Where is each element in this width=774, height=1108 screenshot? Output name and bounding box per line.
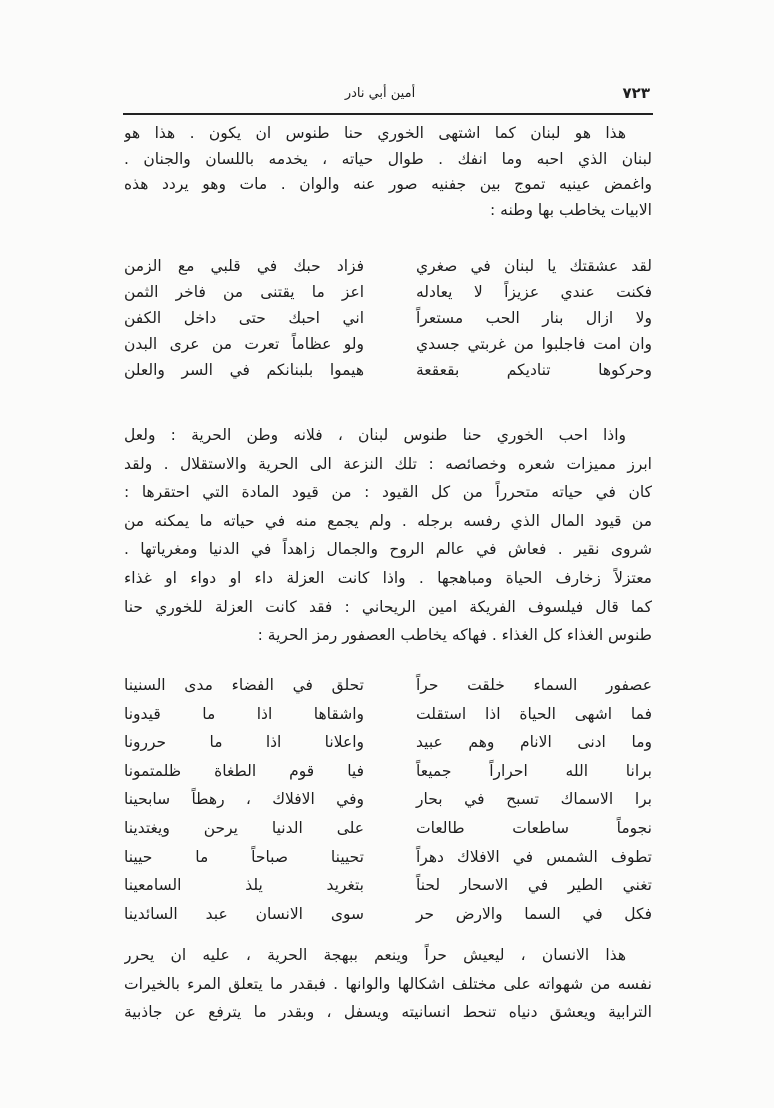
text-line: لبنان الذي احبه وما انفك . طوال حياته ، يخدمه باللسان والجنان .	[124, 149, 652, 168]
second-hemistich: اعز ما يقتنى من فاخر الثمن	[124, 283, 364, 301]
text-line: الترابية ويعشق دنياه تنحط انسانيته ويسفل ، وبقدر ما يترفع عن جاذبية	[124, 1003, 652, 1021]
second-hemistich: ولو عظاماً تعرت من عرى البدن	[124, 335, 364, 353]
poem-1	[124, 253, 652, 383]
second-hemistich: واعلانا اذا ما حررونا	[124, 733, 364, 752]
second-hemistich: فيا قوم الطغاة ظلمتمونا	[124, 761, 364, 780]
first-hemistich: فكنت عندي عزيزاً لا يعادله	[416, 283, 652, 301]
second-hemistich: سوى الانسان عبد السائدينا	[124, 904, 364, 923]
page-number: ٧٢٣	[622, 84, 650, 102]
second-hemistich: فزاد حبك في قلبي مع الزمن	[124, 257, 364, 275]
second-hemistich: هيموا بلبنانكم في السر والعلن	[124, 361, 364, 379]
second-hemistich: تحلق في الفضاء مدى السنينا	[124, 676, 364, 694]
running-title: أمين أبي نادر	[344, 86, 416, 101]
first-hemistich: تغني الطير في الاسحار لحناً	[416, 876, 652, 895]
first-hemistich: وحركوها تناديكم بقعقعة	[416, 361, 652, 379]
verse-line	[124, 843, 652, 872]
text-line: واذا احب الخوري حنا طنوس لبنان ، فلانه وطن الحرية : ولعل	[124, 426, 626, 444]
text-line: كما قال فيلسوف الفريكة امين الريحاني : فقد كانت العزلة للخوري حنا	[124, 597, 652, 616]
verse-line	[124, 900, 652, 929]
header-rule	[123, 113, 653, 115]
first-hemistich: ولا ازال بنار الحب مستعراً	[416, 309, 652, 327]
first-hemistich: فما اشهى الحياة اذا استقلت	[416, 704, 652, 723]
first-hemistich: وان امت فاجلبوا من غربتي جسدي	[416, 335, 652, 353]
verse-line	[124, 253, 652, 279]
verse-line	[124, 757, 652, 786]
text-line: نفسه من شهواته على مختلف اشكالها والوانها . فبقدر ما يتعلق المرء بالخيرات	[124, 974, 652, 993]
verse-line	[124, 814, 652, 843]
second-hemistich: تحيينا صباحاً ما حيينا	[124, 847, 364, 866]
first-hemistich: عصفور السماء خلقت حراً	[416, 676, 652, 694]
text-line: طنوس الغذاء كل الغذاء . فهاكه يخاطب العصفور رمز الحرية :	[257, 626, 652, 645]
second-hemistich: على الدنيا يرحن ويغتدينا	[124, 818, 364, 837]
verse-line	[124, 305, 652, 331]
verse-line	[124, 728, 652, 757]
first-hemistich: نجوماً ساطعات طالعات	[416, 818, 652, 837]
text-line: هذا هو لبنان كما اشتهى الخوري حنا طنوس ان يكون . هذا هو	[124, 124, 626, 142]
first-hemistich: لقد عشقتك يا لبنان في صغري	[416, 257, 652, 275]
second-hemistich: بتغريد يلذ السامعينا	[124, 876, 364, 895]
text-line: كان في حياته متحرراً من كل القيود : من قيود المادة التي احتقرها :	[124, 483, 652, 502]
text-line: ابرز مميزات شعره وخصائصه : تلك النزعة الى الحرية والاستقلال . ولقد	[124, 454, 652, 473]
text-line: واغمض عينيه تموج بين جفنيه صور عنه والوان . مات وهو يردد هذه	[124, 175, 652, 193]
verse-line	[124, 871, 652, 900]
paragraph-3	[124, 941, 652, 1027]
text-line: هذا الانسان ، ليعيش حراً وينعم ببهجة الحرية ، عليه ان يحرر	[124, 946, 626, 964]
first-hemistich: برا الاسماك تسبح في بحار	[416, 790, 652, 809]
first-hemistich: تطوف الشمس في الافلاك دهراً	[416, 847, 652, 866]
text-line: الابيات يخاطب بها وطنه :	[490, 200, 652, 219]
verse-line	[124, 700, 652, 729]
paragraph-1	[124, 121, 652, 223]
paragraph-2	[124, 421, 652, 650]
first-hemistich: فكل في السما والارض حر	[416, 904, 652, 923]
second-hemistich: اني احبك حتى داخل الكفن	[124, 309, 364, 327]
text-line: معتزلاً زخارف الحياة ومباهجها . واذا كانت العزلة داء او دواء او غذاء	[124, 568, 652, 587]
first-hemistich: وما ادنى الانام وهم عبيد	[416, 733, 652, 752]
verse-line	[124, 357, 652, 383]
second-hemistich: واشقاها اذا ما قيدونا	[124, 704, 364, 723]
text-line: من قيود المال الذي رفسه برجله . ولم يجمع منه في حياته ما يمكنه من	[124, 511, 652, 530]
first-hemistich: برانا الله احراراً جميعاً	[416, 761, 652, 780]
second-hemistich: وفي الافلاك ، رهطاً سابحينا	[124, 790, 364, 809]
verse-line	[124, 331, 652, 357]
text-line: شروى نقير . فعاش في عالم الروح والجمال زاهداً في الدنيا ومغرياتها .	[124, 540, 652, 559]
verse-line	[124, 279, 652, 305]
verse-line	[124, 785, 652, 814]
verse-line	[124, 671, 652, 700]
poem-2	[124, 671, 652, 928]
